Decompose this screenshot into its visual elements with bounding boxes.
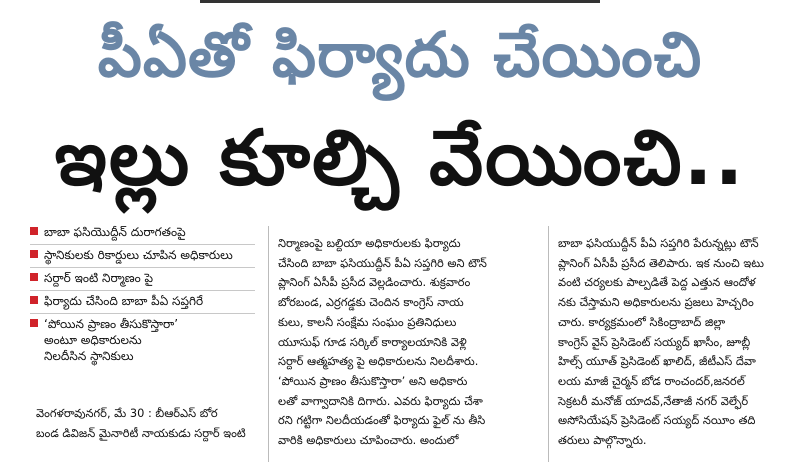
highlight-item: సర్దార్ ఇంటి నిర్మాణం పై bbox=[30, 268, 255, 291]
article-column-3 bbox=[558, 234, 790, 451]
bullet-icon bbox=[30, 227, 38, 235]
sub-headline: పీఏతో ఫిర్యాదు చేయించి bbox=[97, 18, 703, 91]
article-text: వెంగళరావునగర్, మే 30 : బీఆర్ఎస్ బోర బండ డివిజన్ మైనారిటీ నాయకుడు సర్దార్ ఇంటి bbox=[36, 406, 246, 440]
highlight-item: స్థానికులకు రికార్డులు చూపిన అధికారులు bbox=[30, 245, 255, 268]
article-column-1 bbox=[36, 404, 266, 443]
bullet-icon bbox=[30, 296, 38, 304]
highlight-quote: ‘పోయిన ప్రాణం తీసుకొస్తారా’ అంటూ అధికారులను నిలదీసిన స్థానికులు bbox=[30, 314, 255, 368]
article-column-2 bbox=[278, 234, 540, 451]
top-rule bbox=[200, 0, 600, 3]
bullet-icon bbox=[30, 250, 38, 258]
highlight-item: ఫిర్యాదు చేసింది బాబా పీఏ సప్తగిరే bbox=[30, 291, 255, 314]
column-divider-1 bbox=[268, 226, 269, 462]
bullet-icon bbox=[30, 319, 38, 327]
article-text: నిర్మాణంపై బల్దియా అధికారులకు ఫిర్యాదు చేసింది బాబా ఫసియుద్దీన్ పీఏ సప్తగిరి అని టౌన్ ప్లానింగ్ ఏసీపీ ప్రసీద వెల్లడించారు. శుక్రవారం బోరబండ, ఎర్రగడ్డకు చెందిన కాంగ్రెస్ నాయ కులు, కాలనీ సంక్షేమ సంఘం ప్రతినిధులు యూసుఫ్ గూడ సర్కిల్ కార్యాలయానికి వెళ్లి సర్దార్ ఆత్మహత్య పై అధికారులను నిలదీశారు. ‘పోయిన ప్రాణం తీసుకొస్తారా’ అని అధికారు లతో వాగ్వాదానికి దిగారు. ఎవరు ఫిర్యాదు చేశా రని గట్టిగా నిలదీయడంతో ఫిర్యాదు ఫైల్ ను తీసి వారికి అధికారులు చూపించారు. అందులో bbox=[278, 236, 487, 448]
bullet-icon bbox=[30, 273, 38, 281]
column-divider-2 bbox=[548, 226, 549, 462]
main-headline: ఇల్లు కూల్చి వేయించి.. bbox=[54, 113, 746, 202]
highlights-box bbox=[30, 222, 255, 368]
article-text: బాబా ఫసియుద్దీన్ పీఏ సప్తగిరి పేరున్నట్లు టౌన్ ప్లానింగ్ ఏసీపీ ప్రసీద తెలిపారు. ఇక నుంచి ఇటు వంటి చర్యలకు పాల్పడితే పెద్ద ఎత్తున ఆందోళ నకు చేస్తామని అధికారులను ప్రజలు హెచ్చరిం చారు. కార్యక్రమంలో సికింద్రాబాద్ జిల్లా కాంగ్రెస్ వైస్ ప్రెసిడెంట్ సయ్యద్ ఖాసీం, జూబ్లీ హిల్స్ యూత్ ప్రెసిడెంట్ ఖాలిద్, జీటీఎస్ దేవా లయ మాజీ చైర్మన్ బోడ రాంచందర్,జనరల్ సెక్రటరీ మనోజ్ యాదవ్,నేతాజీ నగర్ వెల్ఫేర్ అసోసియేషన్ ప్రెసిడెంట్ సయ్యద్ నయీం తది తరులు పాల్గొన్నారు. bbox=[558, 236, 764, 448]
highlight-item: బాబా ఫసియొద్దీన్ దురాగతంపై bbox=[30, 222, 255, 245]
